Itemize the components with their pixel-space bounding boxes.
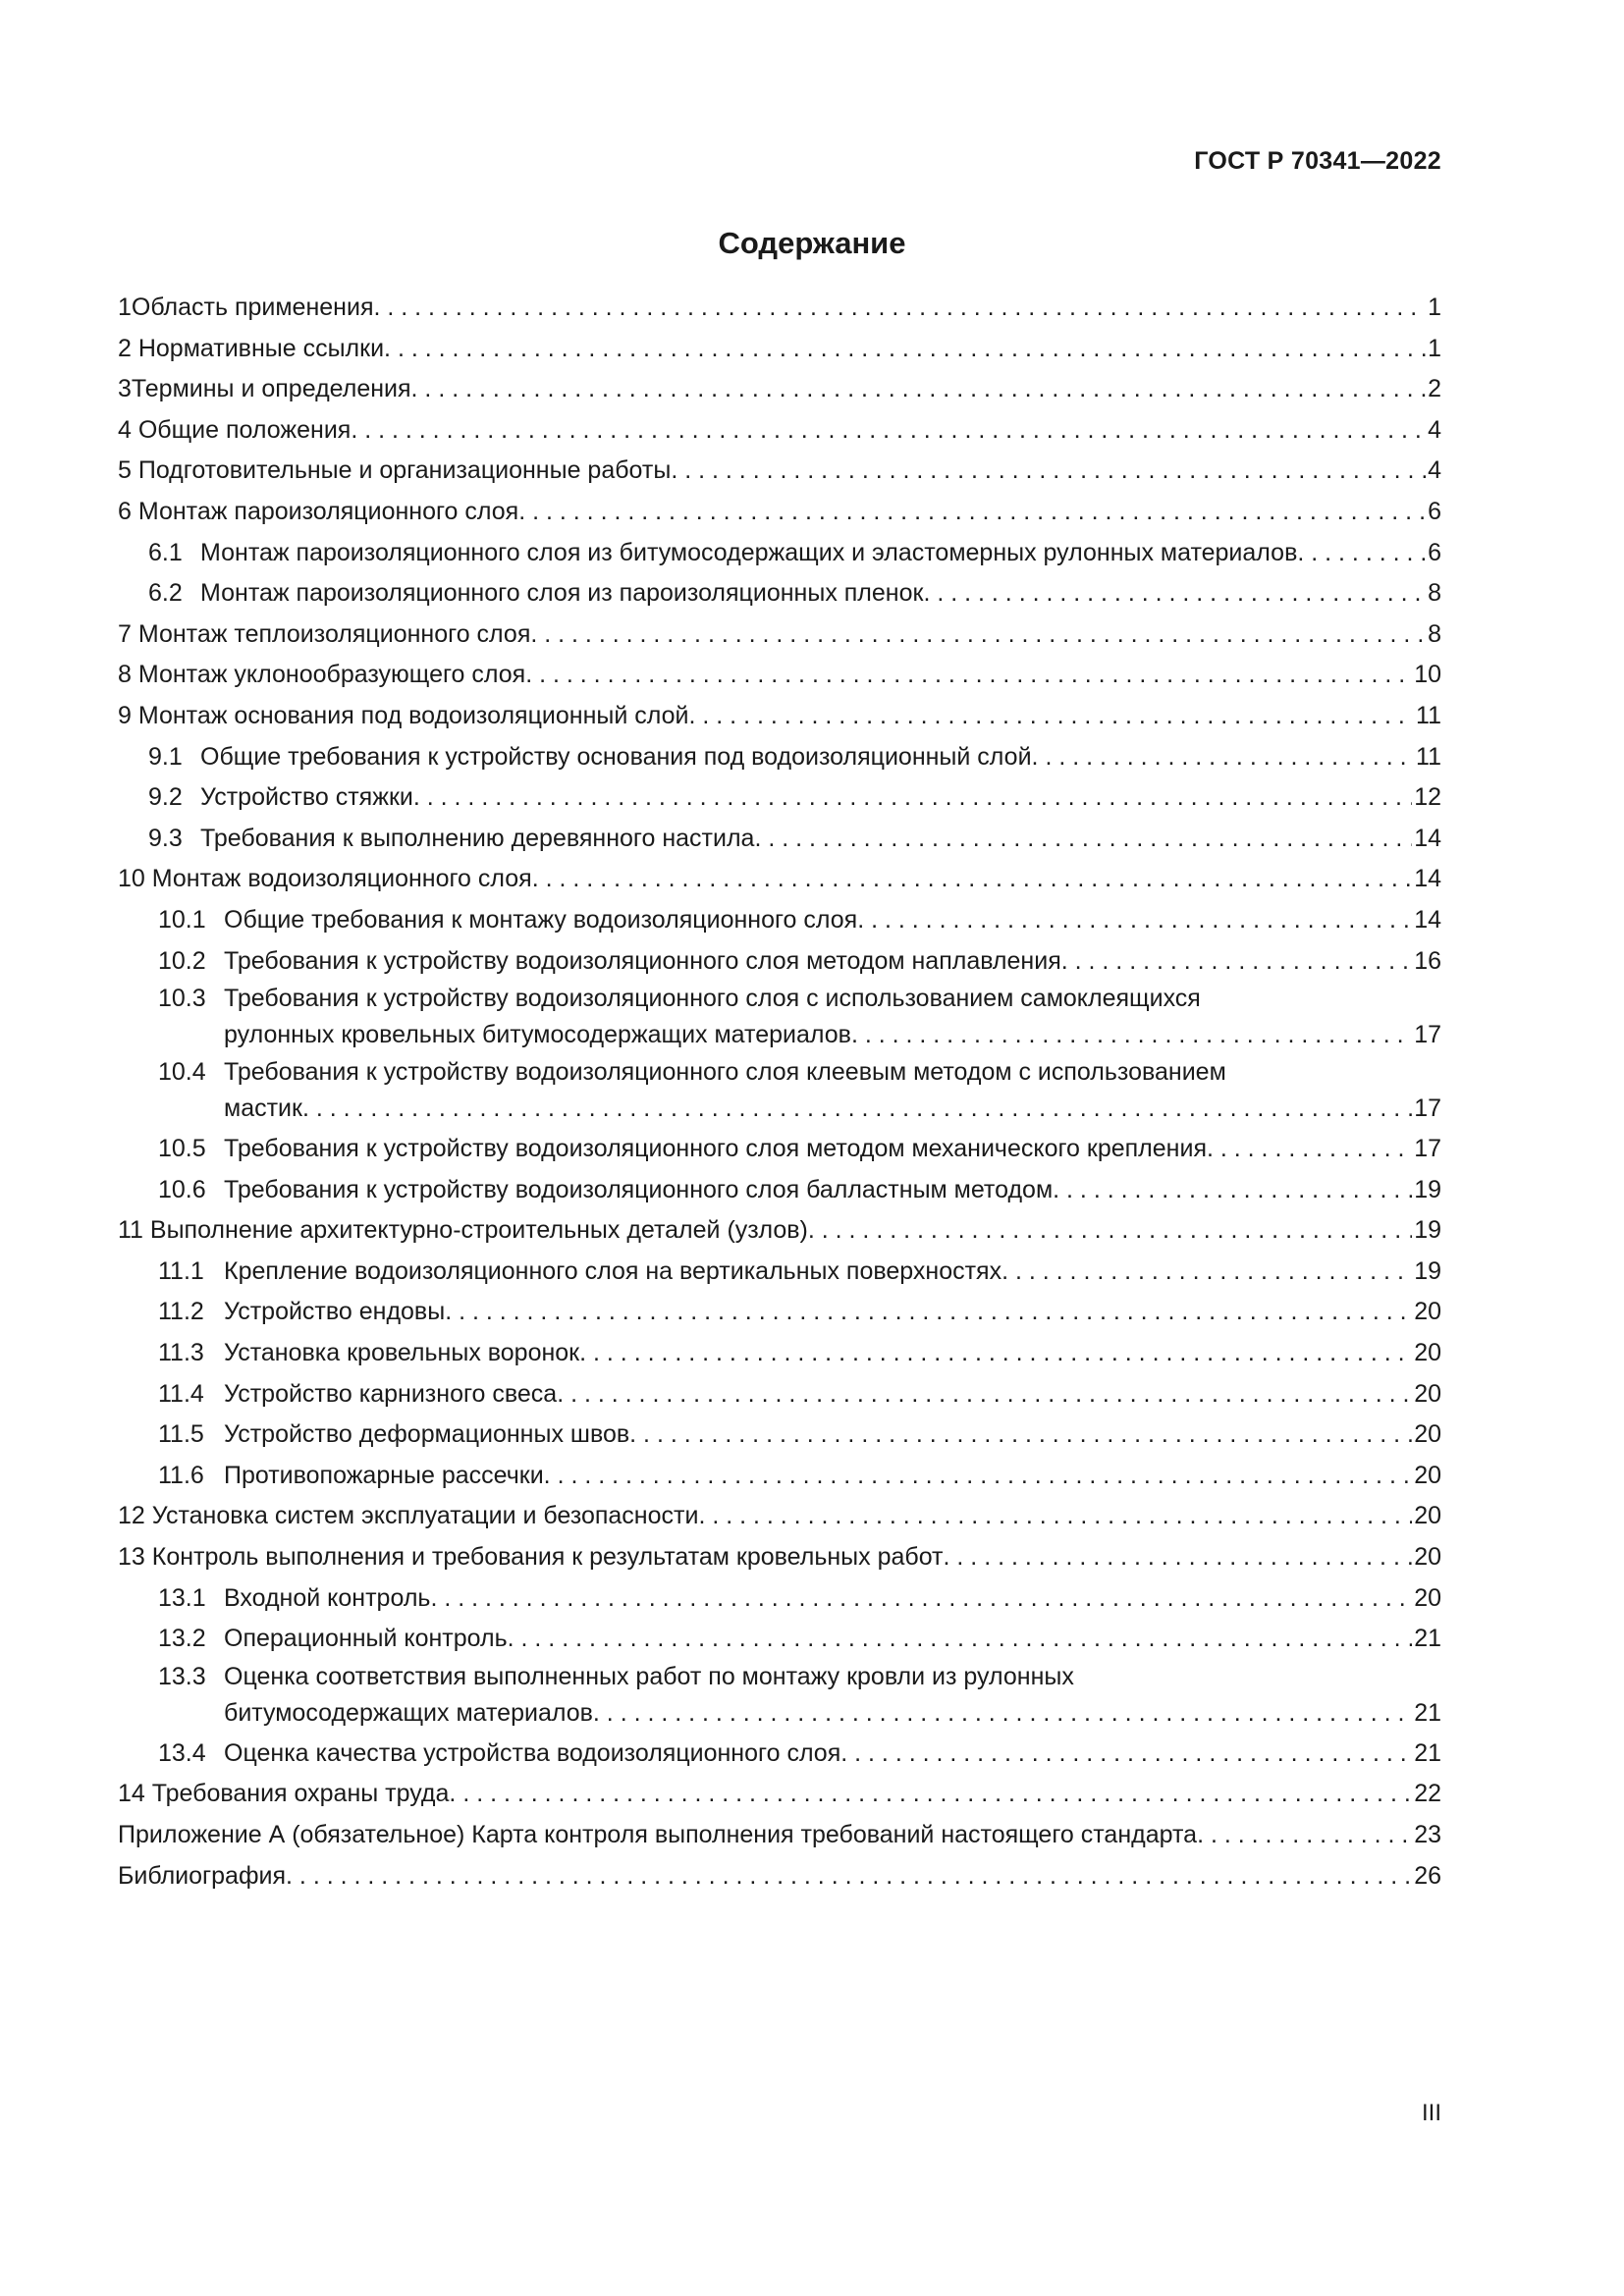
dot-leader: [1207, 1129, 1412, 1170]
toc-entry-title: Контроль выполнения и требования к результатам кровельных работ: [144, 1543, 944, 1572]
toc-entry-page: 4: [1428, 456, 1441, 485]
toc-entry-number: 9.1: [148, 742, 183, 771]
toc-entry-page: 20: [1414, 1339, 1441, 1367]
dot-leader: [384, 329, 1426, 370]
toc-entry-page: 2: [1428, 375, 1441, 403]
dot-leader: [445, 1292, 1412, 1333]
toc-entry-title-continuation: битумосодержащих материалов: [224, 1698, 593, 1727]
toc-entry-title: Операционный контроль: [224, 1625, 508, 1653]
toc-entry-number: 9.3: [148, 824, 183, 852]
toc-entry[interactable]: [118, 1170, 1441, 1211]
toc-entry-number: 13: [118, 1543, 145, 1572]
toc-entry-number: 13.2: [158, 1625, 206, 1653]
toc-entry-title: Требования охраны труда: [144, 1780, 450, 1808]
toc-entry-page: 26: [1414, 1861, 1441, 1890]
toc-entry-page: 17: [1414, 1095, 1441, 1123]
toc-entry-number: 8: [118, 661, 132, 689]
toc-entry-number: 10.3: [158, 985, 206, 1013]
table-of-contents: [118, 288, 1441, 1896]
toc-entry-number: 10.5: [158, 1135, 206, 1163]
dot-leader: [525, 655, 1412, 696]
dot-leader: [544, 1456, 1413, 1497]
toc-entry-page: 8: [1428, 579, 1441, 608]
toc-entry[interactable]: [118, 1252, 1441, 1293]
toc-entry-number: 12: [118, 1502, 145, 1530]
toc-entry-number: 10.4: [158, 1058, 206, 1087]
toc-entry[interactable]: [118, 410, 1441, 452]
toc-entry-page: 19: [1414, 1216, 1441, 1245]
document-id: ГОСТ Р 70341—2022: [1194, 147, 1441, 175]
dot-leader: [629, 1415, 1412, 1456]
toc-entry-page: 16: [1414, 946, 1441, 975]
toc-entry[interactable]: [118, 982, 1441, 1055]
toc-entry-page: 19: [1414, 1256, 1441, 1285]
dot-leader: [1061, 941, 1412, 983]
toc-entry-number: 6: [118, 497, 132, 525]
toc-entry-number: 4: [118, 415, 132, 444]
toc-entry-title: Требования к устройству водоизоляционного слоя клеевым методом с использованием: [224, 1058, 1226, 1087]
toc-entry[interactable]: [118, 492, 1441, 533]
dot-leader: [430, 1578, 1412, 1620]
dot-leader: [579, 1333, 1412, 1374]
toc-entry-title: Выполнение архитектурно-строительных деталей (узлов): [142, 1216, 808, 1245]
page-title: Содержание: [718, 226, 906, 260]
toc-entry-number: 10.6: [158, 1175, 206, 1203]
toc-entry-title: Требования к устройству водоизоляционного слоя методом наплавления: [224, 946, 1061, 975]
toc-entry-title: Требования к устройству водоизоляционного слоя с использованием самоклеящихся: [224, 985, 1201, 1013]
toc-entry-title-continuation: рулонных кровельных битумосодержащих материалов: [224, 1021, 851, 1049]
toc-entry-page: 1: [1428, 294, 1441, 321]
toc-entry-number: 13.1: [158, 1583, 206, 1612]
toc-entry-title: Оценка соответствия выполненных работ по монтажу кровли из рулонных: [224, 1662, 1074, 1690]
toc-entry-number: 9: [118, 701, 132, 729]
toc-entry[interactable]: [118, 451, 1441, 492]
toc-entry-title: Монтаж водоизоляционного слоя: [144, 865, 532, 893]
page-number: III: [1421, 2100, 1441, 2126]
toc-entry-title: Монтаж пароизоляционного слоя из битумосодержащих и эластомерных рулонных материалов: [200, 538, 1298, 566]
toc-entry-title: Устройство стяжки: [200, 783, 413, 812]
toc-entry[interactable]: [118, 1055, 1441, 1129]
toc-entry[interactable]: [118, 1496, 1441, 1537]
toc-entry-page: 20: [1414, 1420, 1441, 1449]
toc-entry-page: 12: [1414, 783, 1441, 812]
toc-entry-page: 6: [1428, 497, 1441, 525]
dot-leader: [351, 410, 1426, 452]
dot-leader: [808, 1210, 1412, 1252]
dot-leader: [1197, 1815, 1412, 1856]
toc-entry[interactable]: [118, 696, 1441, 737]
toc-entry-page: 17: [1414, 1135, 1441, 1163]
dot-leader: [944, 1537, 1413, 1578]
toc-entry-title: Библиография: [118, 1861, 287, 1890]
dot-leader: [530, 614, 1426, 656]
dot-leader: [302, 1089, 1412, 1129]
toc-entry[interactable]: [118, 1333, 1441, 1374]
dot-leader: [1053, 1170, 1412, 1211]
dot-leader: [532, 859, 1412, 900]
toc-entry[interactable]: [118, 1774, 1441, 1815]
toc-entry[interactable]: [118, 329, 1441, 370]
toc-entry-title: Противопожарные рассечки: [224, 1461, 544, 1489]
toc-entry-number: 11.1: [158, 1256, 204, 1285]
dot-leader: [593, 1693, 1412, 1734]
toc-entry-title: Подготовительные и организационные работы: [131, 456, 672, 485]
toc-entry[interactable]: [118, 1374, 1441, 1415]
dot-leader: [698, 1496, 1412, 1537]
toc-entry-title: Приложение А (обязательное) Карта контроля выполнения требований настоящего стандарта: [118, 1821, 1198, 1848]
dot-leader: [857, 900, 1412, 941]
toc-entry-page: 20: [1414, 1298, 1441, 1326]
toc-entry-page: 6: [1428, 538, 1441, 566]
toc-entry-page: 22: [1414, 1780, 1441, 1808]
toc-entry-number: 11: [118, 1216, 143, 1245]
toc-entry-number: 14: [118, 1780, 145, 1808]
dot-leader: [411, 369, 1427, 410]
dot-leader: [449, 1774, 1412, 1815]
toc-entry-number: 11.2: [158, 1298, 204, 1326]
toc-entry[interactable]: [118, 573, 1441, 614]
toc-entry-page: 1: [1428, 334, 1441, 362]
toc-entry-title: Монтаж уклонообразующего слоя: [131, 661, 526, 689]
toc-entry-number: 10: [118, 865, 145, 893]
toc-entry-number: 11.4: [158, 1379, 204, 1408]
dot-leader: [840, 1734, 1412, 1775]
toc-entry-title: Крепление водоизоляционного слоя на вертикальных поверхностях: [224, 1256, 1002, 1285]
toc-entry[interactable]: [118, 1815, 1441, 1856]
toc-entry-page: 20: [1414, 1543, 1441, 1572]
toc-entry-number: 7: [118, 619, 132, 648]
toc-entry-page: 8: [1428, 619, 1441, 648]
toc-entry-page: 4: [1428, 415, 1441, 444]
toc-entry-title: Монтаж пароизоляционного слоя из пароизоляционных пленок: [200, 579, 924, 608]
toc-entry-number: 5: [118, 456, 132, 485]
dot-leader: [518, 492, 1426, 533]
toc-entry[interactable]: [118, 859, 1441, 900]
toc-entry-number: 3: [118, 375, 132, 403]
toc-entry-page: 21: [1414, 1738, 1441, 1767]
toc-entry-title: Установка кровельных воронок: [224, 1339, 580, 1367]
toc-entry-number: 10.1: [158, 905, 206, 934]
toc-entry-title: Требования к устройству водоизоляционного слоя балластным методом: [224, 1175, 1054, 1203]
dot-leader: [754, 819, 1412, 860]
toc-entry-page: 14: [1414, 865, 1441, 893]
toc-entry-title: Нормативные ссылки: [131, 334, 385, 362]
toc-entry-title: Устройство карнизного свеса: [224, 1379, 558, 1408]
toc-entry-page: 14: [1414, 824, 1441, 852]
toc-entry-title: Общие требования к монтажу водоизоляционного слоя: [224, 905, 858, 934]
toc-entry[interactable]: [118, 737, 1441, 778]
toc-entry[interactable]: [118, 614, 1441, 656]
toc-entry-page: 21: [1414, 1625, 1441, 1653]
dot-leader: [671, 451, 1426, 492]
toc-entry[interactable]: [118, 777, 1441, 819]
dot-leader: [508, 1619, 1413, 1660]
dot-leader: [373, 288, 1426, 329]
toc-entry-title: Установка систем эксплуатации и безопасности: [144, 1502, 699, 1530]
toc-entry-title: Требования к устройству водоизоляционного слоя методом механического крепления: [224, 1135, 1207, 1163]
toc-entry-title: Термины и определения: [131, 375, 411, 403]
toc-entry-title-continuation: мастик: [224, 1095, 302, 1123]
dot-leader: [923, 573, 1426, 614]
toc-entry-page: 11: [1416, 742, 1441, 771]
dot-leader: [1297, 533, 1426, 574]
toc-entry[interactable]: [118, 1210, 1441, 1252]
toc-entry-number: 9.2: [148, 783, 183, 812]
toc-entry[interactable]: [118, 1292, 1441, 1333]
toc-entry[interactable]: [118, 1660, 1441, 1734]
toc-entry[interactable]: [118, 941, 1441, 983]
toc-entry[interactable]: [118, 1856, 1441, 1897]
toc-entry-page: 11: [1416, 701, 1441, 729]
toc-entry-title: Устройство деформационных швов: [224, 1420, 630, 1449]
toc-entry[interactable]: [118, 1734, 1441, 1775]
toc-entry-title: Область применения: [131, 294, 374, 321]
toc-entry[interactable]: [118, 1456, 1441, 1497]
toc-entry[interactable]: [118, 900, 1441, 941]
toc-entry-title: Требования к выполнению деревянного настила: [200, 824, 755, 852]
toc-entry-page: 17: [1414, 1021, 1441, 1049]
toc-entry[interactable]: [118, 1619, 1441, 1660]
toc-entry[interactable]: [118, 1578, 1441, 1620]
toc-entry-page: 21: [1414, 1698, 1441, 1727]
toc-entry-page: 23: [1414, 1821, 1441, 1848]
dot-leader: [557, 1374, 1412, 1415]
toc-entry[interactable]: [118, 1415, 1441, 1456]
toc-entry[interactable]: [118, 369, 1441, 410]
toc-entry[interactable]: [118, 819, 1441, 860]
toc-entry[interactable]: [118, 1129, 1441, 1170]
toc-entry-page: 10: [1414, 661, 1441, 689]
toc-entry-page: 20: [1414, 1379, 1441, 1408]
toc-entry-title: Оценка качества устройства водоизоляционного слоя: [224, 1738, 841, 1767]
toc-entry-number: 11.3: [158, 1339, 204, 1367]
toc-entry-page: 20: [1414, 1461, 1441, 1489]
toc-entry-title: Монтаж основания под водоизоляционный слой: [131, 701, 689, 729]
dot-leader: [286, 1856, 1412, 1897]
dot-leader: [1001, 1252, 1412, 1293]
toc-entry-title: Общие положения: [131, 415, 352, 444]
dot-leader: [1032, 737, 1415, 778]
toc-entry-number: 11.6: [158, 1461, 204, 1489]
toc-entry-title: Монтаж теплоизоляционного слоя: [131, 619, 531, 648]
toc-entry[interactable]: [118, 288, 1441, 329]
toc-entry-page: 20: [1414, 1583, 1441, 1612]
toc-entry-number: 11.5: [158, 1420, 204, 1449]
toc-entry-number: 1: [118, 294, 132, 321]
toc-entry-title: Входной контроль: [224, 1583, 431, 1612]
toc-entry-number: 13.4: [158, 1738, 206, 1767]
toc-entry[interactable]: [118, 1537, 1441, 1578]
toc-entry-title: Устройство ендовы: [224, 1298, 446, 1326]
toc-entry-page: 20: [1414, 1502, 1441, 1530]
dot-leader: [689, 696, 1415, 737]
toc-entry-number: 2: [118, 334, 132, 362]
toc-entry-number: 6.1: [148, 538, 183, 566]
toc-entry-number: 10.2: [158, 946, 206, 975]
dot-leader: [413, 777, 1412, 819]
toc-entry[interactable]: [118, 533, 1441, 574]
toc-entry-number: 13.3: [158, 1662, 206, 1690]
toc-entry-title: Общие требования к устройству основания под водоизоляционный слой: [200, 742, 1032, 771]
toc-entry-page: 19: [1414, 1175, 1441, 1203]
toc-entry-number: 6.2: [148, 579, 183, 608]
toc-entry[interactable]: [118, 655, 1441, 696]
dot-leader: [851, 1015, 1412, 1055]
toc-entry-page: 14: [1414, 905, 1441, 934]
toc-entry-title: Монтаж пароизоляционного слоя: [131, 497, 519, 525]
